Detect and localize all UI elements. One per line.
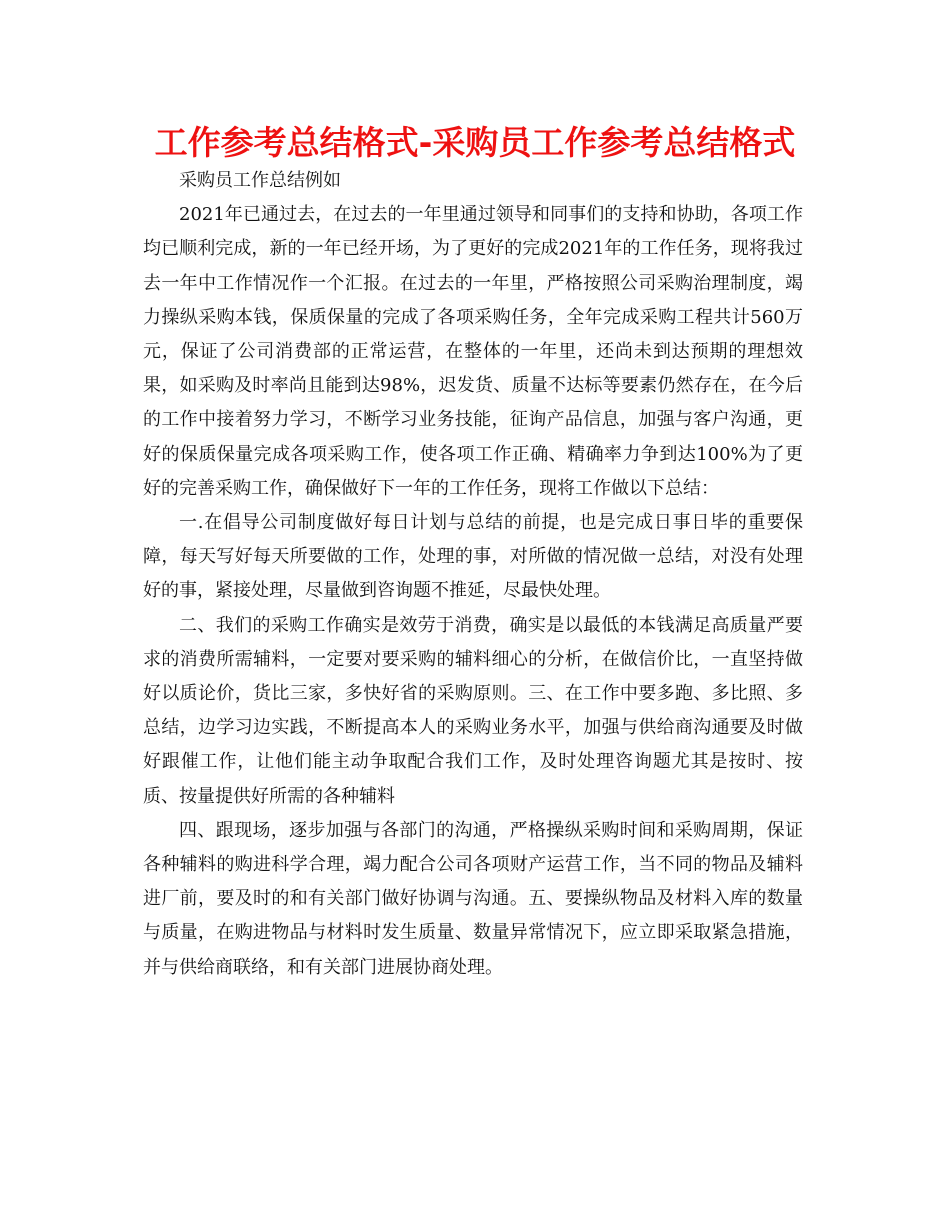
body-paragraph: 四、跟现场，逐步加强与各部门的沟通，严格操纵采购时间和采购周期，保证各种辅料的购进科学合理，竭力配合公司各项财产运营工作，当不同的物品及辅料进厂前，要及时的和有关部门做好协调与沟通。五、要操纵物品及材料入库的数量与质量，在购进物品与材料时发生质量、数量异常情况下，应立即采取紧急措施，并与供给商联络，和有关部门进展协商处理。	[143, 819, 803, 978]
body-paragraph: 一.在倡导公司制度做好每日计划与总结的前提，也是完成日事日毕的重要保障，每天写好每天所要做的工作，处理的事，对所做的情况做一总结，对没有处理好的事，紧接处理，尽量做到咨询题不推延，尽最快处理。	[143, 512, 803, 602]
document-body	[143, 164, 803, 985]
subtitle-paragraph: 采购员工作总结例如	[179, 170, 341, 191]
document-title: 工作参考总结格式-采购员工作参考总结格式	[154, 123, 796, 162]
body-paragraph: 二、我们的采购工作确实是效劳于消费，确实是以最低的本钱满足高质量严要求的消费所需辅料，一定要对要采购的辅料细心的分析，在做信价比，一直坚持做好以质论价，货比三家，多快好省的采购原则。三、在工作中要多跑、多比照、多总结，边学习边实践，不断提高本人的采购业务水平，加强与供给商沟通要及时做好跟催工作，让他们能主动争取配合我们工作，及时处理咨询题尤其是按时、按质、按量提供好所需的各种辅料	[143, 614, 803, 807]
body-paragraph: 2021年已通过去，在过去的一年里通过领导和同事们的支持和协助，各项工作均已顺利完成，新的一年已经开场，为了更好的完成2021年的工作任务，现将我过去一年中工作情况作一个汇报。在过去的一年里，严格按照公司采购治理制度，竭力操纵采购本钱，保质保量的完成了各项采购任务，全年完成采购工程共计560万元，保证了公司消费部的正常运营，在整体的一年里，还尚未到达预期的理想效果，如采购及时率尚且能到达98%，迟发货、质量不达标等要素仍然存在，在今后的工作中接着努力学习，不断学习业务技能，征询产品信息，加强与客户沟通，更好的保质保量完成各项采购工作，使各项工作正确、精确率力争到达100%为了更好的完善采购工作，确保做好下一年的工作任务，现将工作做以下总结：	[143, 204, 803, 499]
